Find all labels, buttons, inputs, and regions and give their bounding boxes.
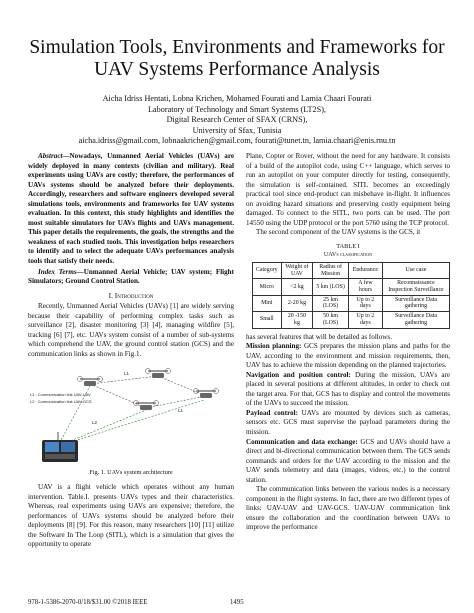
table-cell: Up to 2 days xyxy=(348,295,382,311)
figure-uav-architecture xyxy=(28,362,234,466)
gcs-feature-payload xyxy=(246,409,450,438)
drone-icon xyxy=(78,377,103,387)
link-label-l1: L1 xyxy=(178,408,184,414)
drone-icon xyxy=(134,401,159,411)
figure-illustration xyxy=(28,362,234,466)
table-cell: Mini xyxy=(253,295,282,311)
table-subtitle: UAVs classification xyxy=(323,251,373,258)
table-cell: 25 km (LOS) xyxy=(313,295,349,311)
footer-copyright: 978-1-5386-2070-0/18/$31.00 ©2018 IEEE xyxy=(28,599,148,606)
table-cell: Up to 2 days xyxy=(348,312,382,328)
paper-title: Simulation Tools, Environments and Frameworks for UAV Systems Performance Analysis xyxy=(29,37,445,80)
feature-label: Mission planning: xyxy=(246,342,302,351)
right-paragraph-1: Plane, Copter or Rover, without the need for any hardware. It consists of a build of the autopilot code, using C++ language, which serves to run an autopilot on your computer directly for testing, consequently, the simulation is self-contained. SITL becomes an exceedingly practical tool since end-product can misbehave in-flight. It influences on avoiding hazard situations and preserving costly equipment being damaged. To connect to the SITL, two ports can be used. The port 14550 using the UDP protocol or the port 5760 using the TCP protocol. xyxy=(246,152,450,227)
index-terms xyxy=(28,268,234,287)
table-cell: A few hours xyxy=(348,279,382,295)
table-cell: Surveillance Data gathering xyxy=(382,312,449,328)
table-cell: 5 km (LOS) xyxy=(313,279,349,295)
intro-paragraph-2: UAV is a flight vehicle which operates without any human intervention. Table.I. presents UAVs types and their characteristics. Whereas, real experiments using UAVs are expensive; therefore, the performances of UAVs systems should be analyzed before their deployments [8] [9]. For this reason, many researchers [10] [11] utilize the Software In The Loop (SITL), which is a simulation that gives the opportunity to operate xyxy=(28,483,234,549)
table-header-cell: Weight of UAV xyxy=(281,262,313,278)
table-title: TABLE I xyxy=(336,242,360,250)
index-terms-text: —Unmanned Aerial Vehicle; UAV system; Flight Simulators; Ground Control Station. xyxy=(28,267,234,286)
right-paragraph-2: The second component of the UAV systems is the GCS, it xyxy=(256,228,421,237)
figure-legend-l2: L2 : Communication link UAV-GCS xyxy=(30,399,92,405)
gcs-feature-communication xyxy=(246,438,450,486)
table-cell: <2 kg xyxy=(281,279,313,295)
table-cell: Reconnaissance Inspection Surveillance xyxy=(382,279,449,295)
table-cell: 2-20 kg xyxy=(281,295,313,311)
drone-icon xyxy=(194,389,219,399)
right-paragraph-3: has several features that will be detailed as follows. xyxy=(246,332,392,341)
affiliation-line-3: University of Sfax, Tunisia xyxy=(192,125,282,135)
table-row xyxy=(253,279,450,295)
section-heading-introduction: I. Introduction xyxy=(108,290,154,300)
footer-page-number: 1495 xyxy=(230,599,244,606)
abstract-label: Abstract xyxy=(38,152,63,160)
affiliation-line-2: Digital Research Center of SFAX (CRNS), xyxy=(166,115,308,125)
table-header-cell: Endurance xyxy=(348,262,382,278)
feature-label: Communication and data exchange: xyxy=(246,437,358,446)
left-column xyxy=(28,152,234,550)
table-row xyxy=(253,295,450,311)
author-emails: aicha.idriss@gmail.com, lobnaakrichen@gmail.com, fourati@tunet.tn, lamia.chaari@enis.rnu.tn xyxy=(78,136,396,146)
figure-caption: Fig. 1. UAVs system architecture xyxy=(89,469,173,477)
table-cell: Micro xyxy=(253,279,282,295)
index-terms-label: Index Terms xyxy=(38,267,77,276)
uav-classification-table xyxy=(252,262,450,329)
figure-legend-l1: L1 : Communication link UAV-UAV xyxy=(30,392,91,398)
abstract xyxy=(28,152,234,267)
author-block xyxy=(20,94,454,147)
table-header-cell: Radius of Mission xyxy=(313,262,349,278)
gcs-feature-navigation xyxy=(246,371,450,409)
right-paragraph-4: The communication links between the various nodes is a necessary component in the flight systems. In fact, there are two different types of links: UAV-UAV and UAV-GCS. UAV-UAV communication link ensure the collaboration and the coordination between UAVs to improve the performance xyxy=(246,485,450,532)
feature-text: GCS and UAVs should have a direct and bi-directional communication between them. The GCS sends commands and orders for the UAV according to the mission and the UAV sends telemetry and data (images, videos, etc.) to the control station. xyxy=(246,437,450,484)
table-cell: Small xyxy=(253,312,282,328)
feature-text: During the mission, UAVs are placed in several positions at different altitudes, in order to check out the target area. For that, GCS has to display and control the movements of the UAVs to succeed the mission. xyxy=(246,370,450,408)
feature-text: UAVs are mounted by devices such as cameras, sensors etc. GCS must supervise the payload parameters during the mission. xyxy=(246,408,451,437)
feature-label: Navigation and position control: xyxy=(246,370,351,379)
author-names: Aicha Idriss Hentati, Lobna Krichen, Mohamed Fourati and Lamia Chaari Fourati xyxy=(102,94,372,103)
feature-label: Payload control: xyxy=(246,408,298,417)
ground-station-icon xyxy=(42,432,78,462)
table-cell: 50 km (LOS) xyxy=(313,312,349,328)
affiliation-line-1: Laboratory of Technology and Smart Systems (LT2S), xyxy=(148,104,326,114)
table-cell: Surveillance Data gathering xyxy=(382,295,449,311)
drone-icon xyxy=(146,369,171,379)
table-header-row xyxy=(253,262,450,278)
link-label-l2: L2 xyxy=(92,420,98,426)
intro-paragraph-1: Recently, Unmanned Aerial Vehicles (UAVs) [1] are widely serving because their capability of performing complex tasks such as surveillance [2], disaster monitoring [3] [4], managing wildfire [5], tracking [6] [7], etc. UAVs system consist of a number of sub-systems which comprehend the UAV, the ground control station (GCS) and the communication links as shown in Fig.1. xyxy=(28,302,234,358)
feature-text: GCS prepares the mission plans and paths for the UAV, according to the environment and mission requirements, then, UAV has to achieve the mission depending on the planned trajectories. xyxy=(246,342,451,370)
table-header-cell: Category xyxy=(253,262,282,278)
abstract-text: —Nowadays, Unmanned Aerial Vehicles (UAVs) are widely deployed in many contexts (civilian and military). Real experiments using UAVs are costly; therefore, the performances of UAVs systems should be analyzed before their deployments. Accordingly, researchers and software engineers developed several simulations tools, environments and frameworks for UAV systems evaluation. In this context, this study highlights and identifies the most suitable simulators for UAVs flights and UAVs management. This paper details the requirements, the goals, the strengths and the weakness of each studied tools. This investigation helps researchers to identify and to select the adequate UAVs performances analysis tools that satisfy their needs. xyxy=(28,152,234,266)
link-label-l1: L1 xyxy=(124,371,130,377)
table-cell: 20 -150 kg xyxy=(281,312,313,328)
table-header-cell: Use case xyxy=(382,262,449,278)
right-column xyxy=(246,152,450,533)
table-row xyxy=(253,312,450,328)
gcs-feature-mission-planning xyxy=(246,342,450,371)
